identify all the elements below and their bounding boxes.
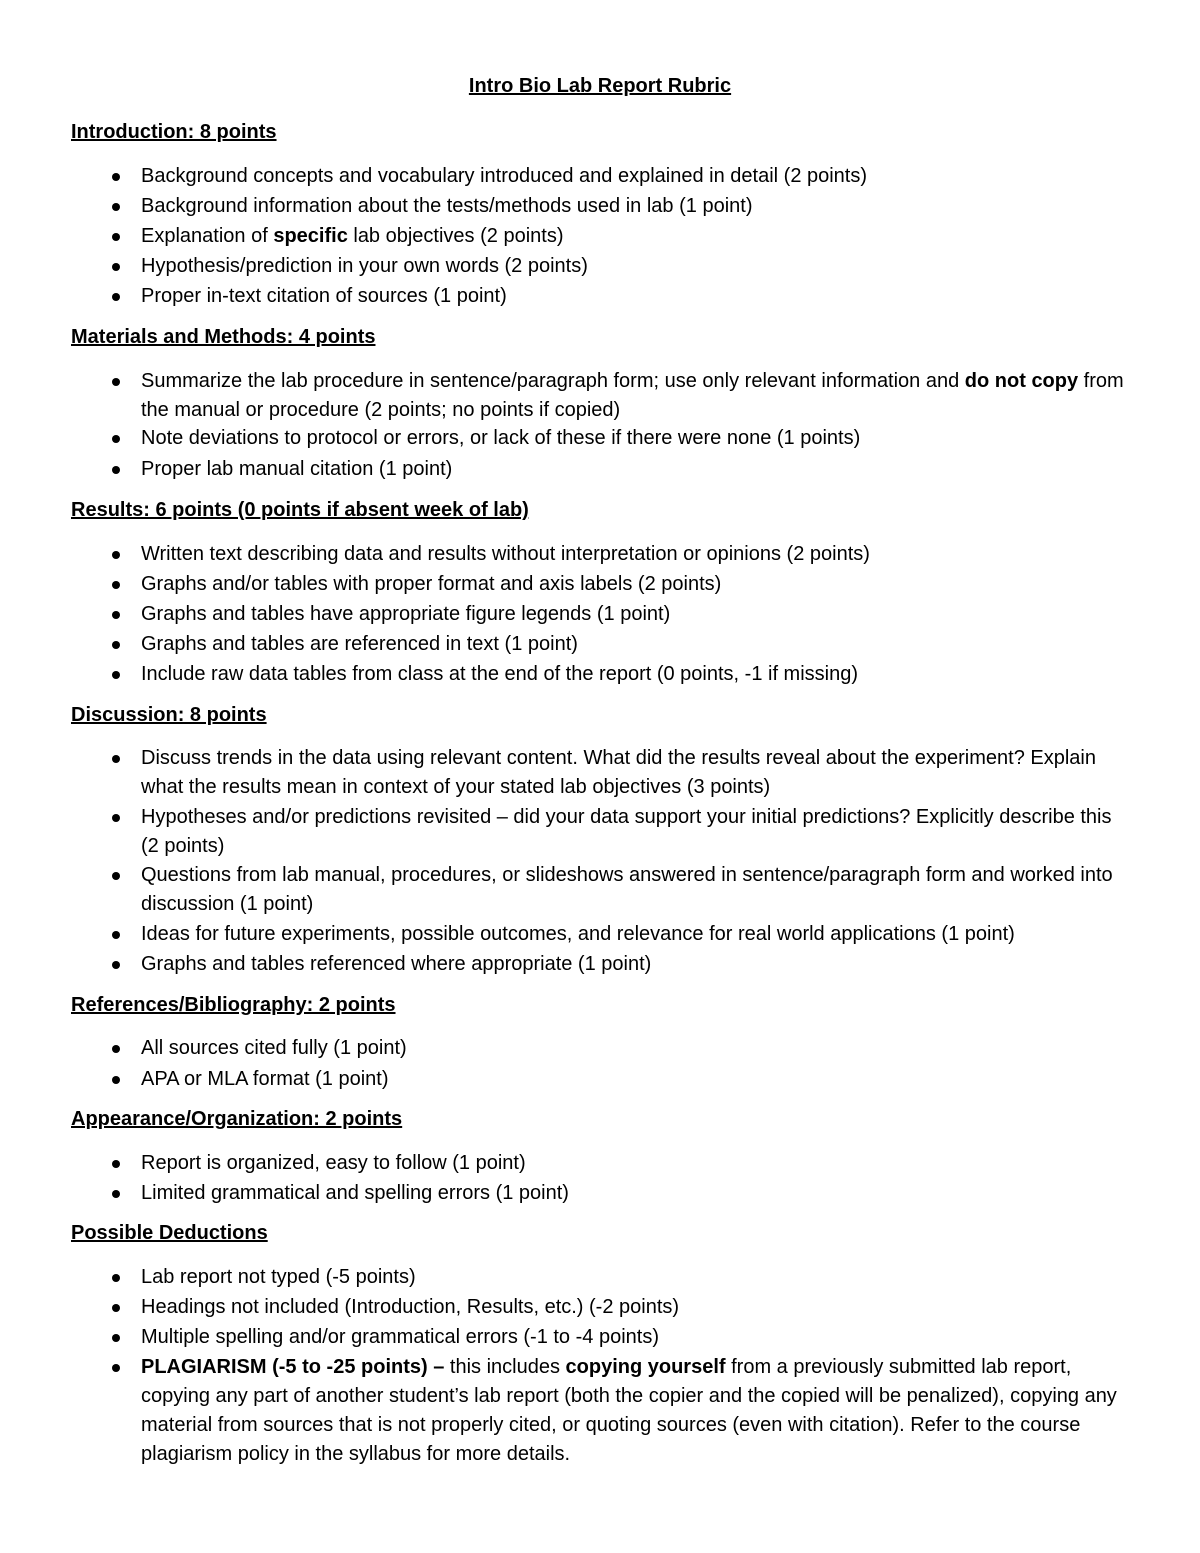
- list-item: Discuss trends in the data using relevant content. What did the results reveal about the experiment? Explain what the results mean in context of your stated lab objectives (3 points): [141, 744, 1131, 802]
- bullet-icon: [112, 551, 120, 559]
- bullet-icon: [112, 203, 120, 211]
- list-item: Limited grammatical and spelling errors (1 point): [141, 1179, 1131, 1208]
- list-item: Background information about the tests/methods used in lab (1 point): [141, 192, 1131, 221]
- section-heading-appearance: Appearance/Organization: 2 points: [71, 1108, 403, 1130]
- bullet-icon: [112, 1334, 120, 1342]
- bullet-icon: [112, 466, 120, 474]
- list-item: Written text describing data and results without interpretation or opinions (2 points): [141, 540, 1131, 569]
- bullet-icon: [112, 755, 120, 763]
- bullet-icon: [112, 931, 120, 939]
- bullet-icon: [112, 378, 120, 386]
- list-item: Explanation of specific lab objectives (2 points): [141, 222, 1131, 251]
- bullet-icon: [112, 1076, 120, 1084]
- list-item: Hypothesis/prediction in your own words (2 points): [141, 252, 1131, 281]
- list-item: All sources cited fully (1 point): [141, 1034, 1131, 1063]
- list-item: Summarize the lab procedure in sentence/paragraph form; use only relevant information and do not copy from the manual or procedure (2 points; no points if copied): [141, 367, 1131, 425]
- list-item: Lab report not typed (-5 points): [141, 1263, 1131, 1292]
- bullet-icon: [112, 1364, 120, 1372]
- bullet-icon: [112, 961, 120, 969]
- bullet-icon: [112, 1304, 120, 1312]
- section-heading-methods: Materials and Methods: 4 points: [71, 326, 376, 348]
- list-item: Hypotheses and/or predictions revisited – did your data support your initial predictions? Explicitly describe this (2 points): [141, 803, 1131, 861]
- list-item: Headings not included (Introduction, Results, etc.) (-2 points): [141, 1293, 1131, 1322]
- list-item: Graphs and/or tables with proper format and axis labels (2 points): [141, 570, 1131, 599]
- bullet-icon: [112, 1190, 120, 1198]
- section-heading-discussion: Discussion: 8 points: [71, 704, 267, 726]
- bullet-icon: [112, 1160, 120, 1168]
- list-item: Graphs and tables are referenced in text (1 point): [141, 630, 1131, 659]
- bullet-icon: [112, 263, 120, 271]
- bullet-icon: [112, 814, 120, 822]
- bullet-icon: [112, 1274, 120, 1282]
- list-item: Questions from lab manual, procedures, or slideshows answered in sentence/paragraph form and worked into discussion (1 point): [141, 861, 1131, 919]
- page-title: Intro Bio Lab Report Rubric: [468, 75, 732, 97]
- list-item: APA or MLA format (1 point): [141, 1065, 1131, 1094]
- list-item: Note deviations to protocol or errors, or lack of these if there were none (1 points): [141, 424, 1131, 453]
- list-item: Report is organized, easy to follow (1 point): [141, 1149, 1131, 1178]
- bullet-icon: [112, 581, 120, 589]
- section-heading-deductions: Possible Deductions: [71, 1222, 268, 1244]
- bullet-icon: [112, 641, 120, 649]
- bullet-icon: [112, 872, 120, 880]
- list-item: Ideas for future experiments, possible outcomes, and relevance for real world applications (1 point): [141, 920, 1131, 949]
- list-item: Multiple spelling and/or grammatical errors (-1 to -4 points): [141, 1323, 1131, 1352]
- list-item: PLAGIARISM (-5 to -25 points) – this includes copying yourself from a previously submitted lab report, copying any part of another student’s lab report (both the copier and the copied will be penalized), copying any material from sources that is not properly cited, or quoting sources (even with citation). Refer to the course plagiarism policy in the syllabus for more details.: [141, 1353, 1131, 1469]
- bullet-icon: [112, 435, 120, 443]
- list-item: Proper in-text citation of sources (1 point): [141, 282, 1131, 311]
- section-heading-references: References/Bibliography: 2 points: [71, 994, 396, 1016]
- bullet-icon: [112, 173, 120, 181]
- list-item: Background concepts and vocabulary introduced and explained in detail (2 points): [141, 162, 1131, 191]
- bullet-icon: [112, 611, 120, 619]
- list-item: Graphs and tables referenced where appropriate (1 point): [141, 950, 1131, 979]
- list-item: Graphs and tables have appropriate figure legends (1 point): [141, 600, 1131, 629]
- list-item: Include raw data tables from class at the end of the report (0 points, -1 if missing): [141, 660, 1131, 689]
- bullet-icon: [112, 293, 120, 301]
- bullet-icon: [112, 671, 120, 679]
- section-heading-introduction: Introduction: 8 points: [71, 121, 277, 143]
- section-heading-results: Results: 6 points (0 points if absent week of lab): [71, 499, 529, 521]
- list-item: Proper lab manual citation (1 point): [141, 455, 1131, 484]
- bullet-icon: [112, 1045, 120, 1053]
- bullet-icon: [112, 233, 120, 241]
